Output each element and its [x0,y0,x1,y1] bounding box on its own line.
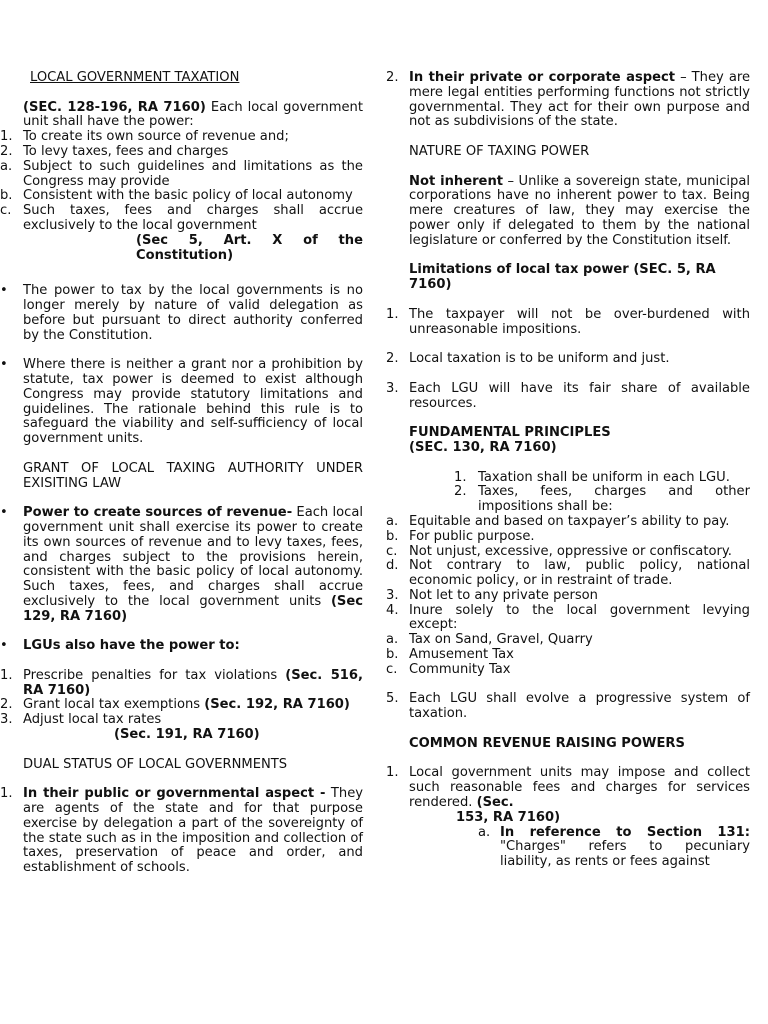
list-item: 2. Local taxation is to be uniform and just. [386,351,670,367]
list-item: 1. Prescribe penalties for tax violations (Sec. 516, RA 7160) [0,667,363,698]
list-item: 1. In their public or governmental aspect - They are agents of the state and for that purpose exercise by delegation a part of the sovereignty of the state such as in the imposition and collection of taxes, preservation of peace and order, and establishment of schools. [0,786,363,876]
page-title: LOCAL GOVERNMENT TAXATION [30,70,240,85]
common-heading: COMMON REVENUE RAISING POWERS [409,735,685,751]
grant-heading: GRANT OF LOCAL TAXING AUTHORITY UNDER EXISITING LAW [23,460,363,491]
dual-heading: DUAL STATUS OF LOCAL GOVERNMENTS [23,756,288,772]
fund-ref: (SEC. 130, RA 7160) [409,439,557,455]
list-item: c. Community Tax [386,661,511,677]
list-item: a. Tax on Sand, Gravel, Quarry [386,632,593,648]
bullet-item: • The power to tax by the local governments is no longer merely by nature of valid delegation as before but pursuant to direct authority conferred by the Constitution. [0,283,363,343]
list-item: 3. Adjust local tax rates [0,712,162,728]
bullet-item: • Where there is neither a grant nor a prohibition by statute, tax power is deemed to exist although Congress may provide statutory limitations and guidelines. The rationale behind this rule is to safeguard the viability and self-sufficiency of local government units. [0,357,363,447]
list-item: 2. Grant local tax exemptions (Sec. 192, RA 7160) [0,697,350,713]
list-item: b. Consistent with the basic policy of local autonomy [0,188,353,204]
common1-ref-cont: 153, RA 7160) [456,809,561,825]
list-item: a. Subject to such guidelines and limitations as the Congress may provide [0,158,363,189]
fund-heading: FUNDAMENTAL PRINCIPLES [409,425,611,441]
list-item: 4. Inure solely to the local government levying except: [386,602,750,633]
left-column [0,71,363,876]
list-item: 3. Each LGU will have its fair share of available resources. [386,380,750,411]
list-item: d. Not contrary to law, public policy, national economic policy, or in restraint of trade. [386,558,750,589]
right-column [386,71,750,870]
list-item: b. For public purpose. [386,528,535,544]
list-item: 1. The taxpayer will not be over-burdened with unreasonable impositions. [386,306,750,337]
intro-text: Each local government unit shall have the power: [23,99,363,130]
bullet-item: • Power to create sources of revenue- Each local government unit shall exercise its power to create its own sources of revenue and to levy taxes, fees, and charges subject to the provisions herein, consistent with the basic policy of local autonomy. Such taxes, fees, and charges shall accrue exclusively to the local government units (Sec 129, RA 7160) [0,505,363,624]
list-item: 1. Local government units may impose and collect such reasonable fees and charges for services rendered. (Sec. [386,765,750,811]
list-item: 2. To levy taxes, fees and charges [0,143,229,159]
list-item: 3. Not let to any private person [386,587,598,603]
list-item: b. Amusement Tax [386,647,514,663]
list-item: 1. Taxation shall be uniform in each LGU. [454,469,730,485]
list-item: 2. Taxes, fees, charges and other impositions shall be: [454,484,750,515]
intro-ref: (SEC. 128-196, RA 7160) [23,99,206,115]
bullet-item: • LGUs also have the power to: [0,638,240,654]
limits-heading: Limitations of local tax power (SEC. 5, RA 7160) [409,262,716,293]
sec191-cite: (Sec. 191, RA 7160) [114,727,260,743]
list-item: 2. In their private or corporate aspect – They are mere legal entities performing functions not strictly governmental. They act for their own purpose and not as subdivisions of the state. [386,70,751,130]
nature-heading: NATURE OF TAXING POWER [409,143,590,159]
list-item: a. In reference to Section 131: "Charges" refers to pecuniary liability, as rents or fees against [478,824,750,870]
list-item: c. Such taxes, fees and charges shall accrue exclusively to the local government [0,203,363,233]
list-item: a. Equitable and based on taxpayer’s ability to pay. [386,513,730,529]
list-item: 1. To create its own source of revenue and; [0,129,289,145]
constitution-cite: (Sec 5, Art. X of the Constitution) [136,232,363,263]
list-item: 5. Each LGU shall evolve a progressive system of taxation. [386,691,750,722]
list-item: c. Not unjust, excessive, oppressive or confiscatory. [386,543,732,559]
intro-paragraph [0,101,363,131]
not-inherent-paragraph: Not inherent – Unlike a sovereign state, municipal corporations have no inherent power to tax. Being mere creatures of law, they may exercise the power only if delegated to them by the national legislature or conferred by the Constitution itself. [409,173,751,248]
